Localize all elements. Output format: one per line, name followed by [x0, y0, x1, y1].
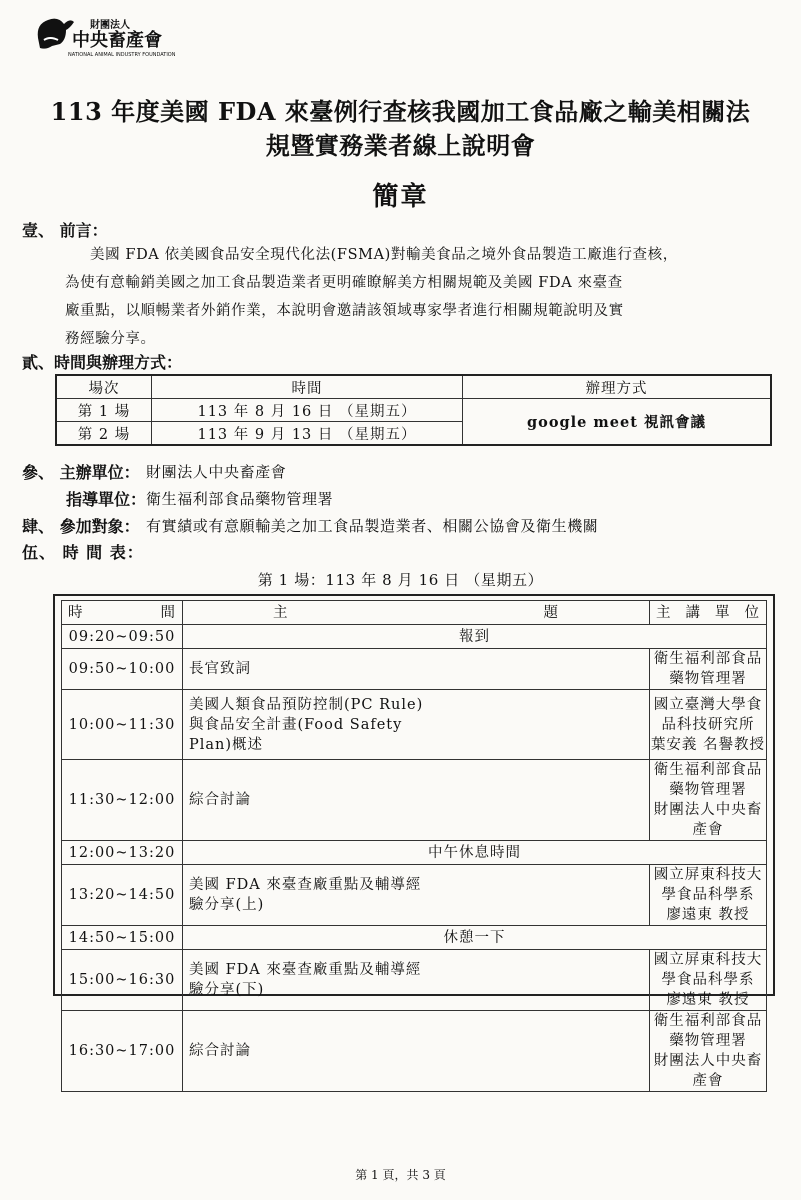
guide-unit-text: 衛生福利部食品藥物管理署	[146, 490, 334, 508]
logo-small-text: 財團法人	[90, 20, 130, 31]
page-number: 第 1 頁，共 3 頁	[355, 1168, 446, 1182]
table-row	[62, 841, 767, 865]
table-header: 時間	[152, 375, 463, 399]
speaker-cell	[650, 865, 767, 926]
topic-line: 美國 FDA 來臺查廠重點及輔導經	[189, 962, 422, 978]
topic-line: Plan)概述	[189, 736, 264, 753]
speaker-line: 財團法人中央畜產會	[653, 802, 763, 838]
preface-line: 務經驗分享。	[65, 331, 156, 347]
topic-cell: 長官致詞	[183, 649, 650, 690]
method-cell: google meet 視訊會議	[463, 399, 772, 446]
speaker-line: 廖遠東 教授	[666, 992, 750, 1008]
table-row	[62, 926, 767, 950]
table-header: 辦理方式	[463, 375, 772, 399]
speaker-line: 衛生福利部食品藥物管理署	[653, 1013, 763, 1049]
date-cell: 113 年 9 月 13 日 （星期五）	[152, 422, 463, 446]
table-row	[62, 690, 767, 760]
topic-cell	[183, 950, 650, 1011]
table-row	[62, 1011, 767, 1092]
speaker-line: 財團法人中央畜產會	[653, 1053, 763, 1089]
time-cell: 09:50~10:00	[62, 649, 183, 690]
section-time-heading: 貳、時間與辦理方式：	[22, 353, 183, 372]
foundation-logo	[30, 10, 180, 60]
schedule-subtitle: 第 1 場：113 年 8 月 16 日 （星期五）	[257, 571, 544, 589]
speaker-cell	[650, 760, 767, 841]
table-row	[56, 399, 771, 422]
time-cell: 16:30~17:00	[62, 1011, 183, 1092]
time-cell: 11:30~12:00	[62, 760, 183, 841]
topic-line: 美國人類食品預防控制(PC Rule)	[189, 696, 424, 713]
topic-cell: 綜合討論	[183, 760, 650, 841]
table-row	[62, 865, 767, 926]
document-subtitle: 簡章	[372, 182, 429, 212]
full-cell: 報到	[183, 625, 767, 649]
speaker-line: 國立屏東科技大學食品科學系	[653, 952, 763, 988]
table-header: 場次	[56, 375, 152, 399]
time-cell: 14:50~15:00	[62, 926, 183, 950]
document-title-line1: 113 年度美國 FDA 來臺例行查核我國加工食品廠之輸美相關法	[50, 97, 751, 126]
preface-line: 廠重點，以順暢業者外銷作業，本說明會邀請該領域專家學者進行相關規範說明及實	[65, 303, 624, 319]
section-audience-heading: 肆、 參加對象：	[22, 517, 140, 536]
speaker-line: 葉安義 名譽教授	[650, 736, 766, 753]
guide-unit-label: 指導單位：	[66, 490, 147, 509]
date-cell: 113 年 8 月 16 日 （星期五）	[152, 399, 463, 422]
logo-english-text: NATIONAL ANIMAL INDUSTRY FOUNDATION	[68, 52, 176, 58]
section-organizer-heading: 參、 主辦單位：	[22, 463, 140, 482]
section-preface-heading: 壹、 前言：	[22, 221, 108, 240]
topic-line: 驗分享(上)	[189, 897, 265, 913]
table-header: 主題	[183, 601, 650, 625]
time-mode-table	[55, 374, 772, 446]
speaker-cell	[650, 950, 767, 1011]
time-cell: 12:00~13:20	[62, 841, 183, 865]
table-row	[62, 649, 767, 690]
preface-line: 美國 FDA 依美國食品安全現代化法(FSMA)對輸美食品之境外食品製造工廠進行查核，	[90, 247, 678, 263]
table-header-row	[56, 375, 771, 399]
session-cell: 第 1 場	[56, 399, 152, 422]
full-cell: 休憩一下	[183, 926, 767, 950]
time-cell: 15:00~16:30	[62, 950, 183, 1011]
table-row	[62, 625, 767, 649]
time-cell: 10:00~11:30	[62, 690, 183, 760]
speaker-cell	[650, 690, 767, 760]
topic-line: 與食品安全計畫(Food Safety	[189, 716, 403, 733]
full-cell: 中午休息時間	[183, 841, 767, 865]
table-header-row	[62, 601, 767, 625]
topic-cell	[183, 690, 650, 760]
table-header: 主講單位	[650, 601, 767, 625]
topic-line: 美國 FDA 來臺查廠重點及輔導經	[189, 877, 422, 893]
speaker-cell	[650, 1011, 767, 1092]
speaker-cell: 衛生福利部食品藥物管理署	[650, 649, 767, 690]
table-header: 時間	[62, 601, 183, 625]
section-schedule-heading: 伍、 時 間 表：	[22, 543, 144, 562]
table-row	[62, 760, 767, 841]
logo-name-text: 中央畜產會	[72, 30, 162, 51]
preface-line: 為使有意輸銷美國之加工食品製造業者更明確瞭解美方相關規範及美國 FDA 來臺查	[65, 275, 623, 291]
organizer-text: 財團法人中央畜產會	[146, 463, 287, 481]
ox-emblem-icon	[30, 10, 180, 60]
topic-line: 驗分享(下)	[189, 982, 265, 998]
speaker-line: 國立屏東科技大學食品科學系	[653, 867, 763, 903]
document-title-line2: 規暨實務業者線上說明會	[265, 131, 536, 160]
time-cell: 13:20~14:50	[62, 865, 183, 926]
audience-text: 有實績或有意願輸美之加工食品製造業者、相關公協會及衛生機關	[146, 517, 599, 535]
schedule-frame	[53, 594, 775, 1089]
speaker-line: 國立臺灣大學食品科技研究所	[653, 696, 763, 733]
time-cell: 09:20~09:50	[62, 625, 183, 649]
topic-cell	[183, 865, 650, 926]
session-cell: 第 2 場	[56, 422, 152, 446]
table-row	[62, 950, 767, 1011]
speaker-line: 廖遠東 教授	[666, 907, 750, 923]
speaker-line: 衛生福利部食品藥物管理署	[653, 762, 763, 798]
topic-cell: 綜合討論	[183, 1011, 650, 1092]
schedule-table	[61, 600, 767, 1092]
